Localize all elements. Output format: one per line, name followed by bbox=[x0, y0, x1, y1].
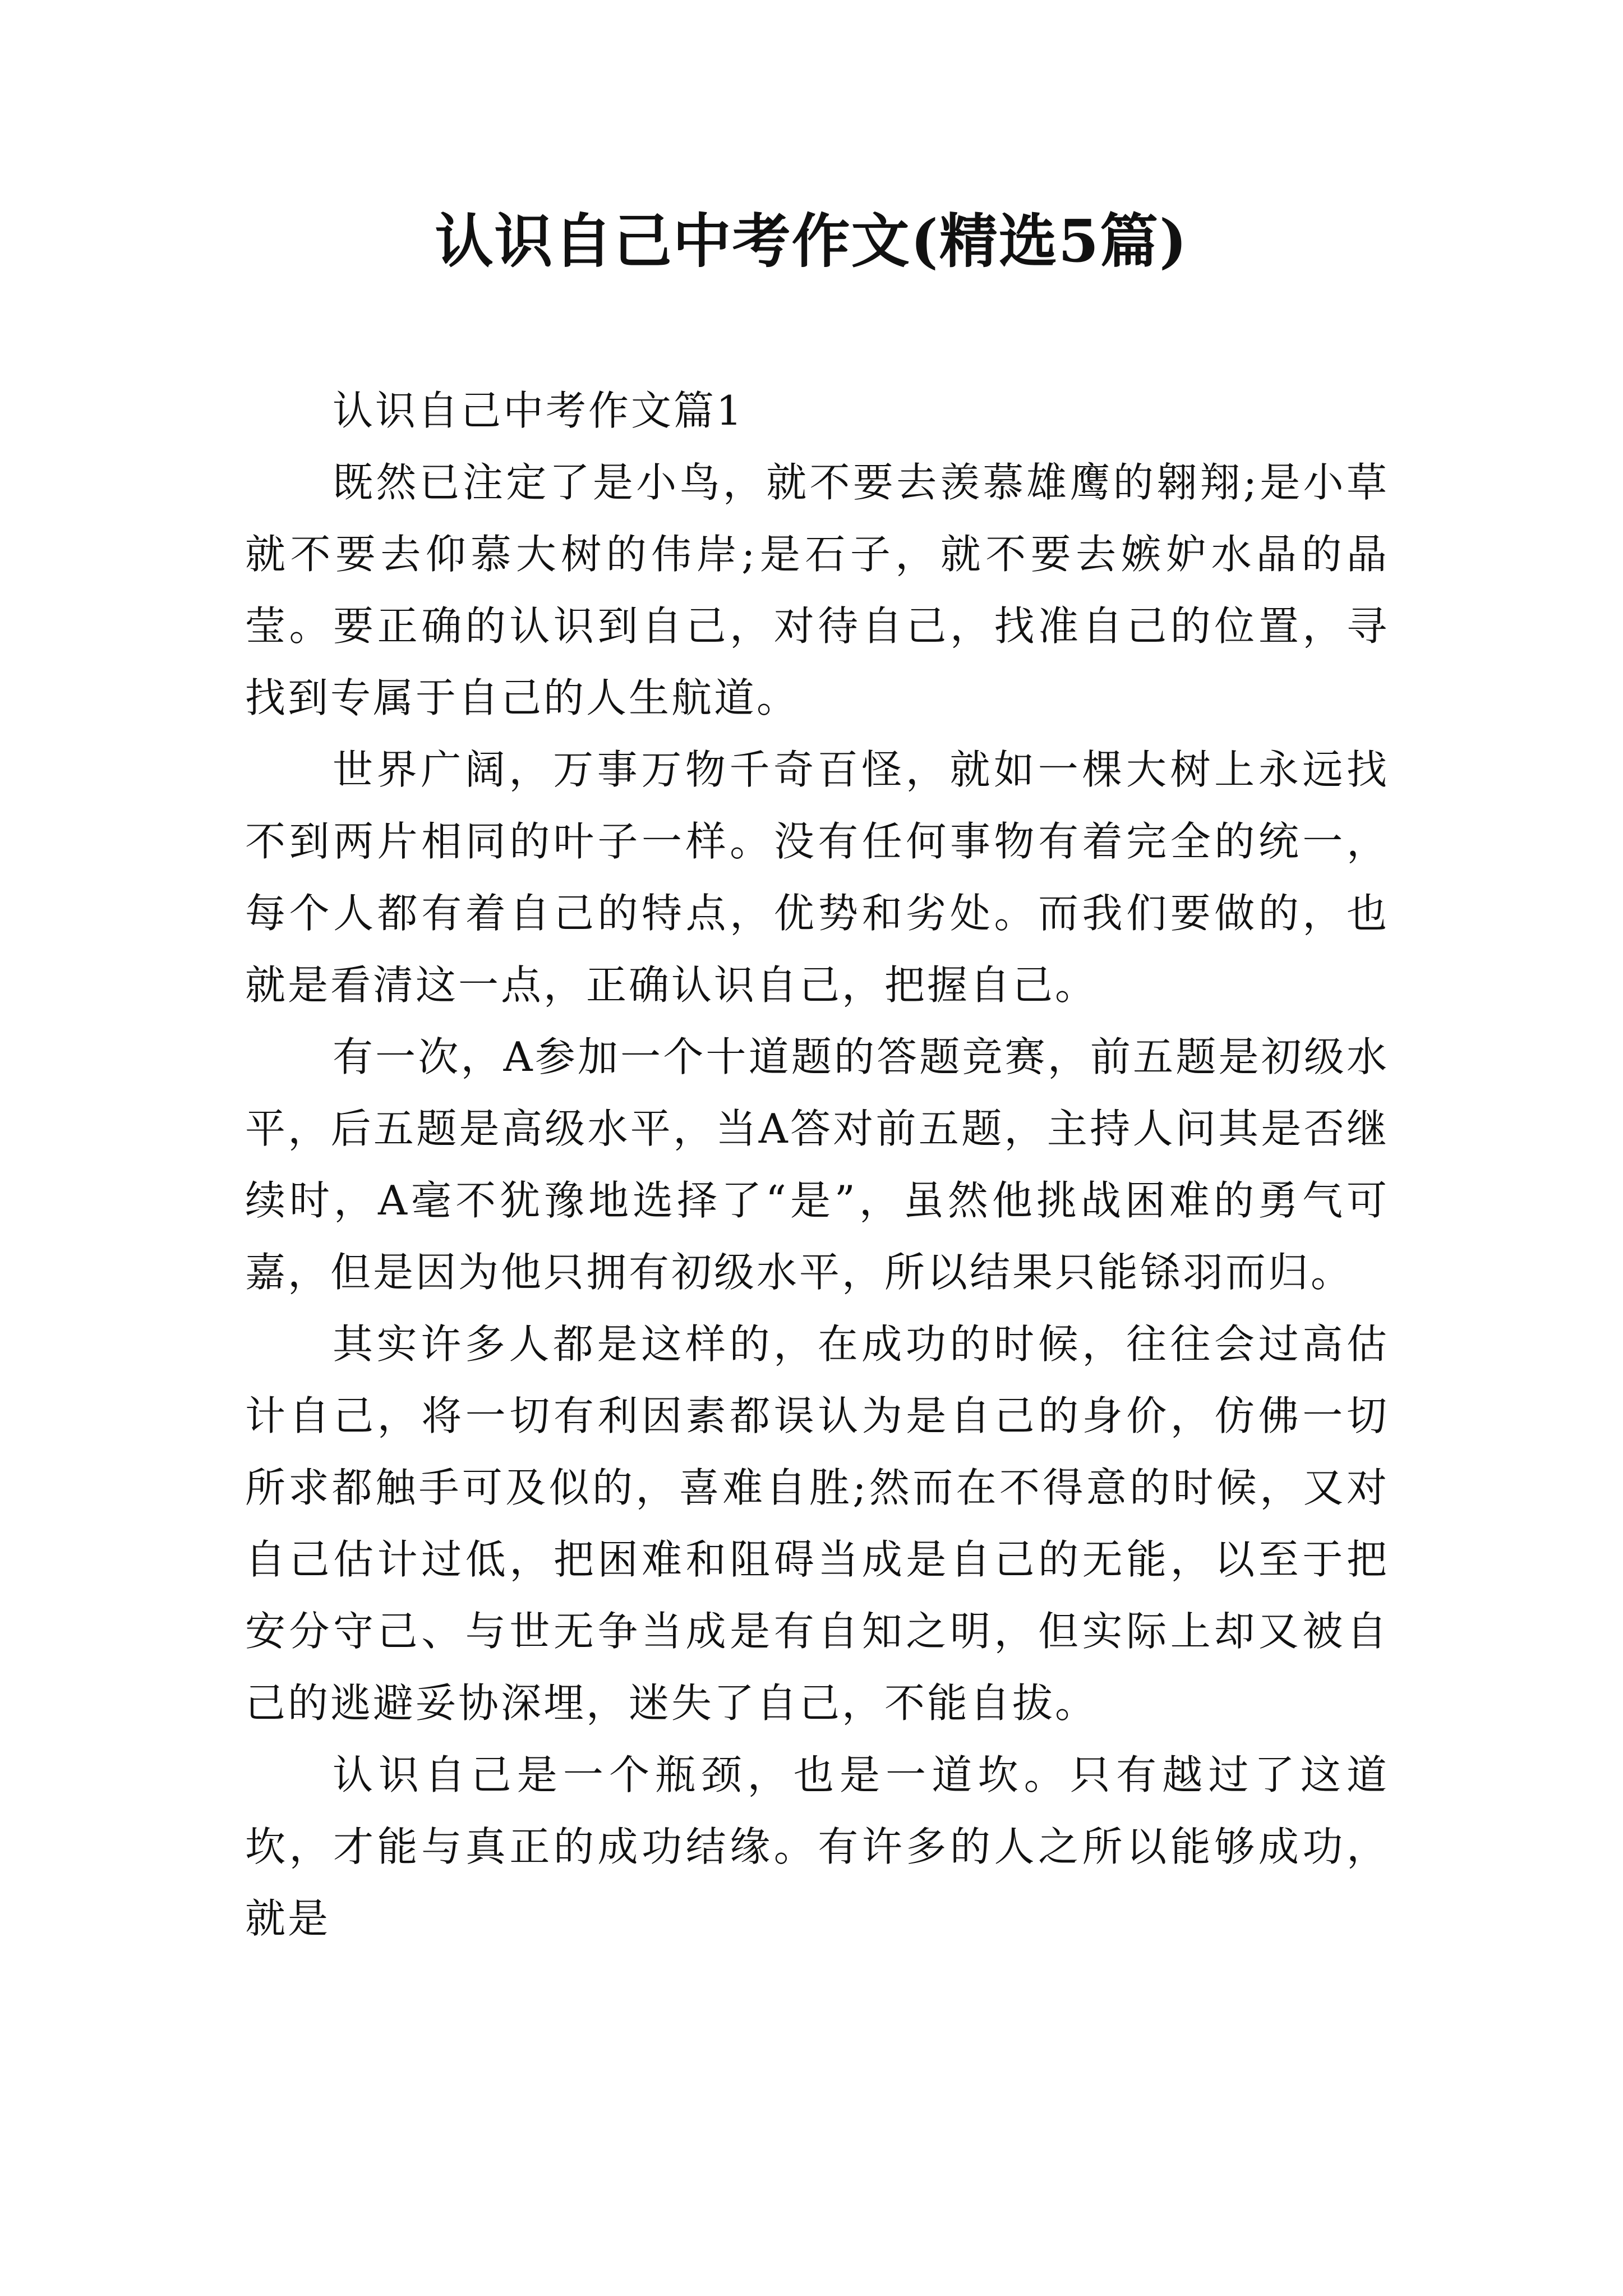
section-heading: 认识自己中考作文篇1 bbox=[333, 387, 744, 434]
paragraph-4: 其实许多人都是这样的，在成功的时候，往往会过高估计自己，将一切有利因素都误认为是自己的身价，仿佛一切所求都触手可及似的，喜难自胜;然而在不得意的时候，又对自己估计过低，把困难和阻碍当成是自己的无能，以至于把安分守己、与世无争当成是有自知之明，但实际上却又被自己的逃避妥协深埋，迷失了自己，不能自拔。 bbox=[245, 1320, 1389, 1727]
paragraph-2: 世界广阔，万事万物千奇百怪，就如一棵大树上永远找不到两片相同的叶子一样。没有任何事物有着完全的统一，每个人都有着自己的特点，优势和劣处。而我们要做的，也就是看清这一点，正确认识自己，把握自己。 bbox=[245, 746, 1389, 1009]
document-title: 认识自己中考作文(精选5篇) bbox=[435, 206, 1188, 275]
paragraph-5: 认识自己是一个瓶颈，也是一道坎。只有越过了这道坎，才能与真正的成功结缘。有许多的人之所以能够成功，就是 bbox=[245, 1751, 1389, 1942]
paragraph-1: 既然已注定了是小鸟，就不要去羡慕雄鹰的翱翔;是小草就不要去仰慕大树的伟岸;是石子，就不要去嫉妒水晶的晶莹。要正确的认识到自己，对待自己，找准自己的位置，寻找到专属于自己的人生航道。 bbox=[245, 459, 1389, 721]
document-body bbox=[245, 375, 1389, 1954]
paragraph-3: 有一次，A参加一个十道题的答题竞赛，前五题是初级水平，后五题是高级水平，当A答对前五题，主持人问其是否继续时，A毫不犹豫地选择了“是”，虽然他挑战困难的勇气可嘉，但是因为他只拥有初级水平，所以结果只能铩羽而归。 bbox=[245, 1033, 1389, 1296]
